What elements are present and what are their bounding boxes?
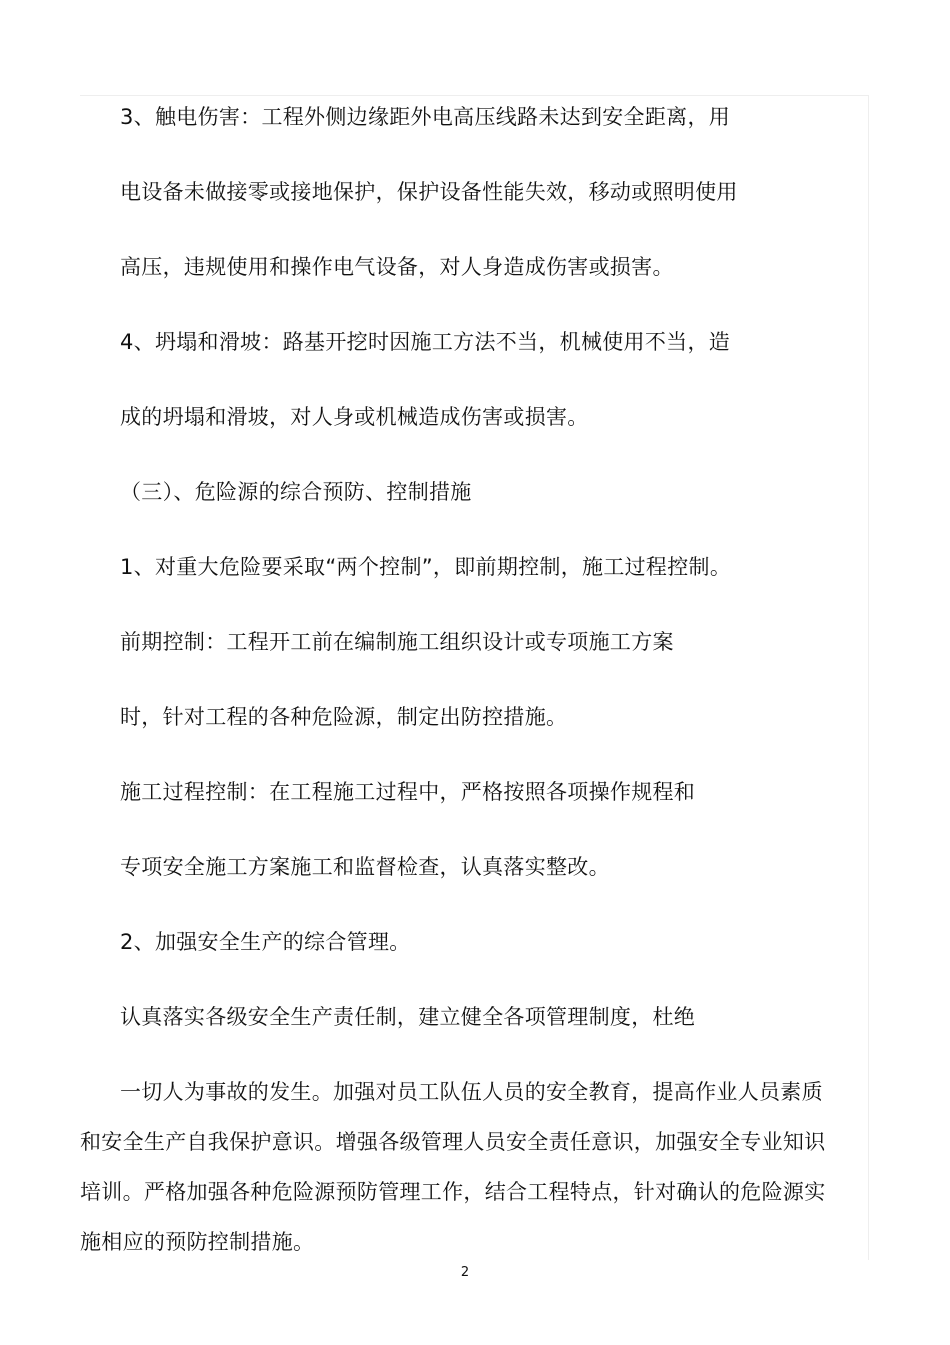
text-line: 施相应的预防控制措施。 [80,1230,315,1254]
text-line: 1、对重大危险要采取“两个控制”，即前期控制，施工过程控制。 [120,555,732,579]
text-line: 认真落实各级安全生产责任制，建立健全各项管理制度，杜绝 [120,1005,696,1029]
text-line: 和安全生产自我保护意识。增强各级管理人员安全责任意识，加强安全专业知识 [80,1130,826,1154]
text-line: 前期控制：工程开工前在编制施工组织设计或专项施工方案 [120,630,674,654]
text-line: 培训。严格加强各种危险源预防管理工作，结合工程特点，针对确认的危险源实 [80,1180,826,1204]
text-line: 成的坍塌和滑坡，对人身或机械造成伤害或损害。 [120,405,589,429]
text-line: 2、加强安全生产的综合管理。 [120,930,411,954]
text-line: 时，针对工程的各种危险源，制定出防控措施。 [120,705,568,729]
page-number: 2 [460,1265,470,1280]
section-heading: （三）、危险源的综合预防、控制措施 [120,480,472,504]
text-line: 4、坍塌和滑坡：路基开挖时因施工方法不当，机械使用不当，造 [120,330,731,354]
text-line: 高压，违规使用和操作电气设备，对人身造成伤害或损害。 [120,255,674,279]
text-line: 施工过程控制：在工程施工过程中，严格按照各项操作规程和 [120,780,696,804]
text-line: 专项安全施工方案施工和监督检查，认真落实整改。 [120,855,610,879]
text-line: 3、触电伤害：工程外侧边缘距外电高压线路未达到安全距离，用 [120,105,731,129]
text-line: 一切人为事故的发生。加强对员工队伍人员的安全教育，提高作业人员素质 [120,1080,823,1104]
text-line: 电设备未做接零或接地保护，保护设备性能失效，移动或照明使用 [120,180,738,204]
